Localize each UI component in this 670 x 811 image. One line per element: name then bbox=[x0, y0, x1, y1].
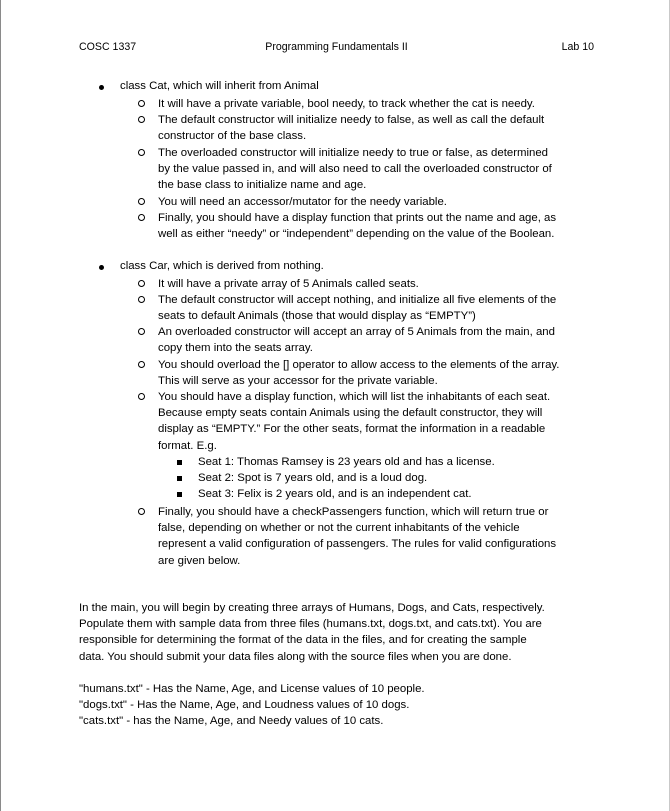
page-header bbox=[79, 41, 594, 55]
bullet-dot-icon bbox=[99, 85, 104, 90]
line: format. E.g. bbox=[158, 439, 217, 452]
line: by the value passed in, and will also need to call the overloaded constructor of bbox=[158, 163, 552, 176]
line: seats to default Animals (those that would display as “EMPTY”) bbox=[158, 310, 476, 323]
line: The default constructor will accept nothing, and initialize all five elements of the bbox=[158, 294, 557, 306]
dogs-file-line: "dogs.txt" - Has the Name, Age, and Loudness values of 10 dogs. bbox=[79, 699, 410, 712]
square-bullet-icon bbox=[177, 476, 182, 481]
main-paragraph bbox=[79, 600, 545, 665]
circle-bullet-icon bbox=[138, 361, 145, 368]
line: It will have a private array of 5 Animals called seats. bbox=[158, 278, 419, 290]
line: the base class to initialize name and age. bbox=[158, 179, 367, 192]
line: You should have a display function, which will list the inhabitants of each seat. bbox=[158, 391, 551, 403]
line: The default constructor will initialize needy to false, as well as call the default bbox=[158, 114, 545, 126]
line: data. You should submit your data files along with the source files when you are done. bbox=[79, 650, 512, 663]
line: Because empty seats contain Animals using the default constructor, they will bbox=[158, 407, 543, 420]
line: The overloaded constructor will initialize needy to true or false, as determined bbox=[158, 147, 549, 159]
line: display as “EMPTY.” For the other seats, format the information in a readable bbox=[158, 423, 546, 436]
line: responsible for determining the format of the data in the files, and for creating the sample bbox=[79, 634, 527, 647]
circle-bullet-icon bbox=[138, 393, 145, 400]
circle-bullet-icon bbox=[138, 100, 145, 107]
line: This will serve as your accessor for the private variable. bbox=[158, 375, 438, 388]
circle-bullet-icon bbox=[138, 198, 145, 205]
circle-bullet-icon bbox=[138, 328, 145, 335]
page-left-edge bbox=[0, 0, 1, 811]
circle-bullet-icon bbox=[138, 296, 145, 303]
document-title: Programming Fundamentals II bbox=[265, 41, 408, 53]
car-heading: class Car, which is derived from nothing. bbox=[120, 260, 324, 272]
line: You will need an accessor/mutator for the needy variable. bbox=[158, 196, 447, 208]
circle-bullet-icon bbox=[138, 280, 145, 287]
circle-bullet-icon bbox=[138, 214, 145, 221]
line: It will have a private variable, bool needy, to track whether the cat is needy. bbox=[158, 98, 535, 110]
line: Finally, you should have a display function that prints out the name and age, as bbox=[158, 212, 557, 224]
cats-file-line: "cats.txt" - has the Name, Age, and Needy values of 10 cats. bbox=[79, 715, 384, 728]
line: An overloaded constructor will accept an array of 5 Animals from the main, and bbox=[158, 326, 555, 338]
humans-file-line: "humans.txt" - Has the Name, Age, and License values of 10 people. bbox=[79, 683, 425, 695]
data-files-list bbox=[79, 681, 425, 730]
circle-bullet-icon bbox=[138, 116, 145, 123]
lab-number: Lab 10 bbox=[561, 41, 594, 53]
square-bullet-icon bbox=[177, 460, 182, 465]
circle-bullet-icon bbox=[138, 508, 145, 515]
bullet-dot-icon bbox=[99, 265, 104, 270]
line: copy them into the seats array. bbox=[158, 342, 313, 355]
square-bullet-icon bbox=[177, 492, 182, 497]
line: represent a valid configuration of passengers. The rules for valid configurations bbox=[158, 538, 557, 551]
cat-heading: class Cat, which will inherit from Animal bbox=[120, 80, 319, 92]
line: Populate them with sample data from three files (humans.txt, dogs.txt, and cats.txt). You are bbox=[79, 618, 542, 631]
line: false, depending on whether or not the current inhabitants of the vehicle bbox=[158, 522, 520, 535]
line: well as either “needy” or “independent” depending on the value of the Boolean. bbox=[158, 228, 555, 241]
circle-bullet-icon bbox=[138, 149, 145, 156]
course-code: COSC 1337 bbox=[79, 41, 137, 53]
line: are given below. bbox=[158, 554, 241, 567]
line: In the main, you will begin by creating three arrays of Humans, Dogs, and Cats, respectively. bbox=[79, 602, 545, 614]
line: Finally, you should have a checkPassengers function, which will return true or bbox=[158, 506, 549, 518]
line: constructor of the base class. bbox=[158, 130, 307, 143]
line: You should overload the [] operator to allow access to the elements of the array. bbox=[158, 359, 560, 371]
